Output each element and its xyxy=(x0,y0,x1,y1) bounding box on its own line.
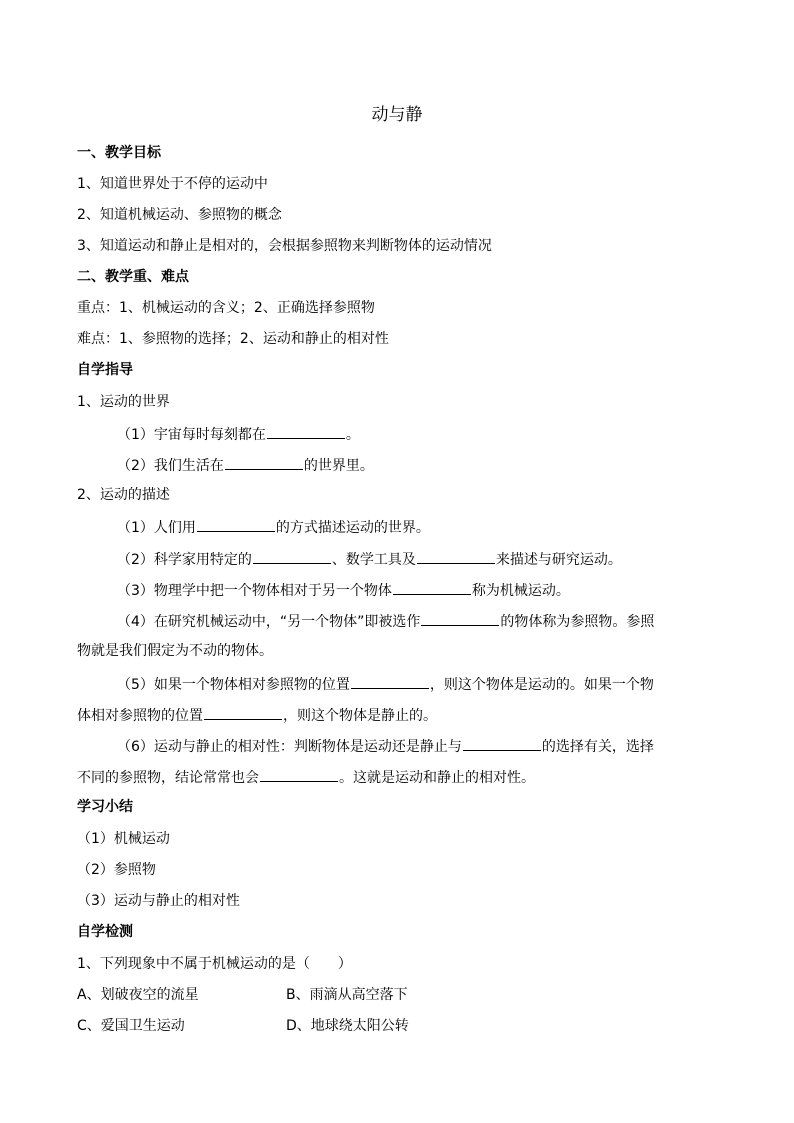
question-text: 。这就是运动和静止的相对性。 xyxy=(339,770,535,786)
section-heading-objectives: 一、教学目标 xyxy=(77,145,161,161)
question-text: ，则这个物体是运动的。如果一个物 xyxy=(429,677,654,693)
test-question: 1、下列现象中不属于机械运动的是（ ） xyxy=(77,956,352,972)
answer-blank[interactable] xyxy=(417,548,495,564)
fill-in-question xyxy=(117,579,757,601)
answer-blank[interactable] xyxy=(463,735,541,751)
difficulty-text: 难点：1、参照物的选择；2、运动和静止的相对性 xyxy=(77,331,389,347)
question-text: 的选择有关，选择 xyxy=(541,739,654,755)
question-text: ，则这个物体是静止的。 xyxy=(283,708,437,724)
fill-in-question xyxy=(117,548,757,570)
question-text: 。 xyxy=(345,427,360,443)
question-continuation xyxy=(77,766,717,788)
answer-blank[interactable] xyxy=(393,579,471,595)
question-text: （2）科学家用特定的 xyxy=(117,552,252,568)
fill-in-question xyxy=(117,423,757,445)
question-text: （3）物理学中把一个物体相对于另一个物体 xyxy=(117,583,392,599)
question-text: （2）我们生活在 xyxy=(117,458,224,474)
option-a[interactable]: A、划破夜空的流星 xyxy=(77,987,199,1003)
question-text: （1）人们用 xyxy=(117,520,196,536)
question-text: 的物体称为参照物。参照 xyxy=(500,614,655,630)
objective-item: 3、知道运动和静止是相对的，会根据参照物来判断物体的运动情况 xyxy=(77,238,492,254)
section-heading-self-test: 自学检测 xyxy=(77,924,133,940)
fill-in-question xyxy=(117,735,757,757)
question-text: （5）如果一个物体相对参照物的位置 xyxy=(117,677,350,693)
option-c[interactable]: C、爱国卫生运动 xyxy=(77,1018,185,1034)
answer-blank[interactable] xyxy=(351,673,429,689)
fill-in-question xyxy=(117,516,757,538)
guide-subtitle: 1、运动的世界 xyxy=(77,394,170,410)
page-title: 动与静 xyxy=(371,105,423,125)
answer-blank[interactable] xyxy=(267,423,345,439)
fill-in-question xyxy=(117,610,757,632)
question-continuation: 物就是我们假定为不动的物体。 xyxy=(77,643,273,659)
answer-blank[interactable] xyxy=(253,548,331,564)
answer-blank[interactable] xyxy=(260,766,338,782)
question-text: 称为机械运动。 xyxy=(471,583,570,599)
fill-in-question xyxy=(117,454,757,476)
section-heading-summary: 学习小结 xyxy=(77,799,133,815)
summary-item: （2）参照物 xyxy=(77,862,156,878)
question-text: （4）在研究机械运动中，“另一个物体”即被选作 xyxy=(117,614,421,630)
key-point-text: 重点：1、机械运动的含义；2、正确选择参照物 xyxy=(77,300,375,316)
question-text: （1）宇宙每时每刻都在 xyxy=(117,427,266,443)
question-text: 体相对参照物的位置 xyxy=(77,708,203,724)
answer-blank[interactable] xyxy=(225,454,303,470)
objective-item: 1、知道世界处于不停的运动中 xyxy=(77,176,268,192)
option-d[interactable]: D、地球绕太阳公转 xyxy=(286,1018,409,1034)
answer-blank[interactable] xyxy=(421,610,499,626)
question-text: 的方式描述运动的世界。 xyxy=(275,520,430,536)
section-heading-guide: 自学指导 xyxy=(77,362,133,378)
question-text: 、数学工具及 xyxy=(331,552,416,568)
objective-item: 2、知道机械运动、参照物的概念 xyxy=(77,207,282,223)
option-b[interactable]: B、雨滴从高空落下 xyxy=(286,987,408,1003)
question-text: 来描述与研究运动。 xyxy=(495,552,622,568)
question-text: 的世界里。 xyxy=(303,458,374,474)
summary-item: （1）机械运动 xyxy=(77,831,170,847)
question-continuation xyxy=(77,704,717,726)
summary-item: （3）运动与静止的相对性 xyxy=(77,893,240,909)
answer-blank[interactable] xyxy=(197,516,275,532)
answer-blank[interactable] xyxy=(204,704,282,720)
guide-subtitle: 2、运动的描述 xyxy=(77,487,170,503)
question-text: 不同的参照物，结论常常也会 xyxy=(77,770,259,786)
section-heading-key-points: 二、教学重、难点 xyxy=(77,269,189,285)
fill-in-question xyxy=(117,673,757,695)
question-text: （6）运动与静止的相对性：判断物体是运动还是静止与 xyxy=(117,739,462,755)
